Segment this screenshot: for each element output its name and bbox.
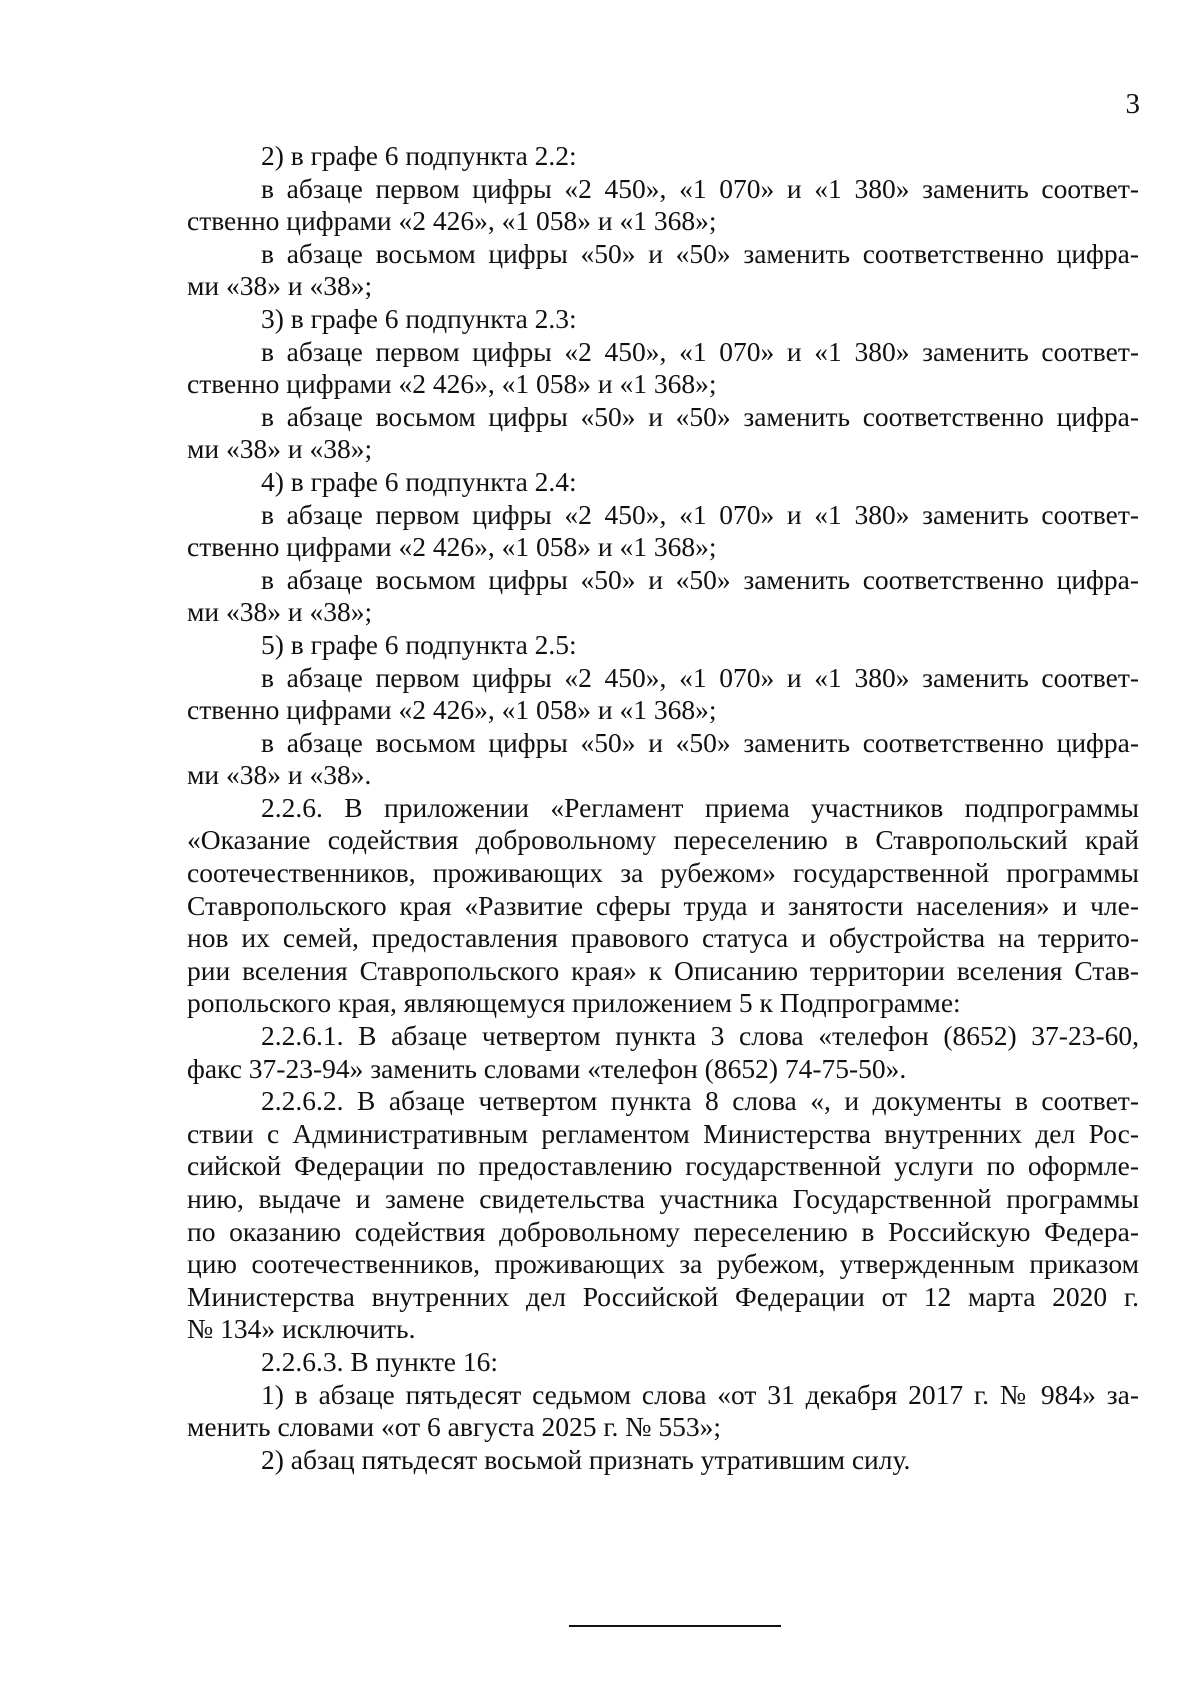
text-line: ми «38» и «38»; (187, 596, 373, 628)
text-line: цию соотечественников, проживающих за рубежом, утвержденным приказом (187, 1248, 1139, 1280)
text-line: ственно цифрами «2 426», «1 058» и «1 368»; (187, 694, 717, 726)
text-line: рии вселения Ставропольского края» к Описанию территории вселения Став- (187, 954, 1139, 986)
text-line: в абзаце первом цифры «2 450», «1 070» и «1 380» заменить соответ- (261, 661, 1139, 693)
text-line: 2.2.6.2. В абзаце четвертом пункта 8 слова «, и документы в соответ- (261, 1085, 1139, 1117)
text-line: № 134» исключить. (187, 1313, 416, 1345)
text-line: 2.2.6. В приложении «Регламент приема участников подпрограммы (261, 791, 1139, 823)
text-line: 5) в графе 6 подпункта 2.5: (261, 628, 577, 660)
text-line: 2) абзац пятьдесят восьмой признать утратившим силу. (261, 1443, 911, 1475)
text-line: в абзаце первом цифры «2 450», «1 070» и «1 380» заменить соответ- (261, 498, 1139, 530)
text-line: ми «38» и «38»; (187, 433, 373, 465)
text-line: ствии с Административным регламентом Министерства внутренних дел Рос- (187, 1117, 1139, 1149)
text-line: в абзаце первом цифры «2 450», «1 070» и «1 380» заменить соответ- (261, 172, 1139, 204)
text-line: Ставропольского края «Развитие сферы труда и занятости населения» и чле- (187, 889, 1139, 921)
text-line: 4) в графе 6 подпункта 2.4: (261, 465, 577, 497)
text-line: нию, выдаче и замене свидетельства участника Государственной программы (187, 1183, 1139, 1214)
text-line: ми «38» и «38». (187, 759, 372, 791)
text-line: ственно цифрами «2 426», «1 058» и «1 368»; (187, 531, 717, 563)
page-number: 3 (1125, 88, 1140, 120)
text-line: 2.2.6.1. В абзаце четвертом пункта 3 слова «телефон (8652) 37-23-60, (261, 1020, 1139, 1052)
text-line: в абзаце восьмом цифры «50» и «50» заменить соответственно цифра- (261, 400, 1139, 432)
text-line: «Оказание содействия добровольному переселению в Ставропольский край (187, 824, 1139, 856)
text-line: нов их семей, предоставления правового статуса и обустройства на террито- (187, 922, 1139, 954)
end-separator-line (569, 1625, 781, 1627)
document-body (187, 140, 1139, 1476)
text-line: Министерства внутренних дел Российской Федерации от 12 марта 2020 г. (187, 1280, 1139, 1312)
text-line: в абзаце восьмом цифры «50» и «50» заменить соответственно цифра- (261, 563, 1139, 595)
text-line: менить словами «от 6 августа 2025 г. № 553»; (187, 1411, 722, 1443)
text-line: в абзаце первом цифры «2 450», «1 070» и «1 380» заменить соответ- (261, 335, 1139, 367)
text-line: факс 37-23-94» заменить словами «телефон (8652) 74-75-50». (187, 1052, 907, 1084)
text-line: 3) в графе 6 подпункта 2.3: (261, 302, 577, 334)
text-line: 1) в абзаце пятьдесят седьмом слова «от 31 декабря 2017 г. № 984» за- (261, 1378, 1139, 1410)
text-line: ми «38» и «38»; (187, 270, 373, 302)
text-line: ственно цифрами «2 426», «1 058» и «1 368»; (187, 205, 717, 237)
text-line: сийской Федерации по предоставлению государственной услуги по оформле- (187, 1150, 1139, 1182)
text-line: в абзаце восьмом цифры «50» и «50» заменить соответственно цифра- (261, 726, 1139, 758)
text-line: ропольского края, являющемуся приложением 5 к Подпрограмме: (187, 987, 961, 1019)
text-line: соотечественников, проживающих за рубежом» государственной программы (187, 857, 1139, 889)
text-line: 2.2.6.3. В пункте 16: (261, 1345, 499, 1377)
text-line: 2) в графе 6 подпункта 2.2: (261, 140, 577, 171)
text-line: ственно цифрами «2 426», «1 058» и «1 368»; (187, 368, 717, 400)
text-line: по оказанию содействия добровольному переселению в Российскую Федера- (187, 1215, 1139, 1247)
text-line: в абзаце восьмом цифры «50» и «50» заменить соответственно цифра- (261, 237, 1139, 269)
